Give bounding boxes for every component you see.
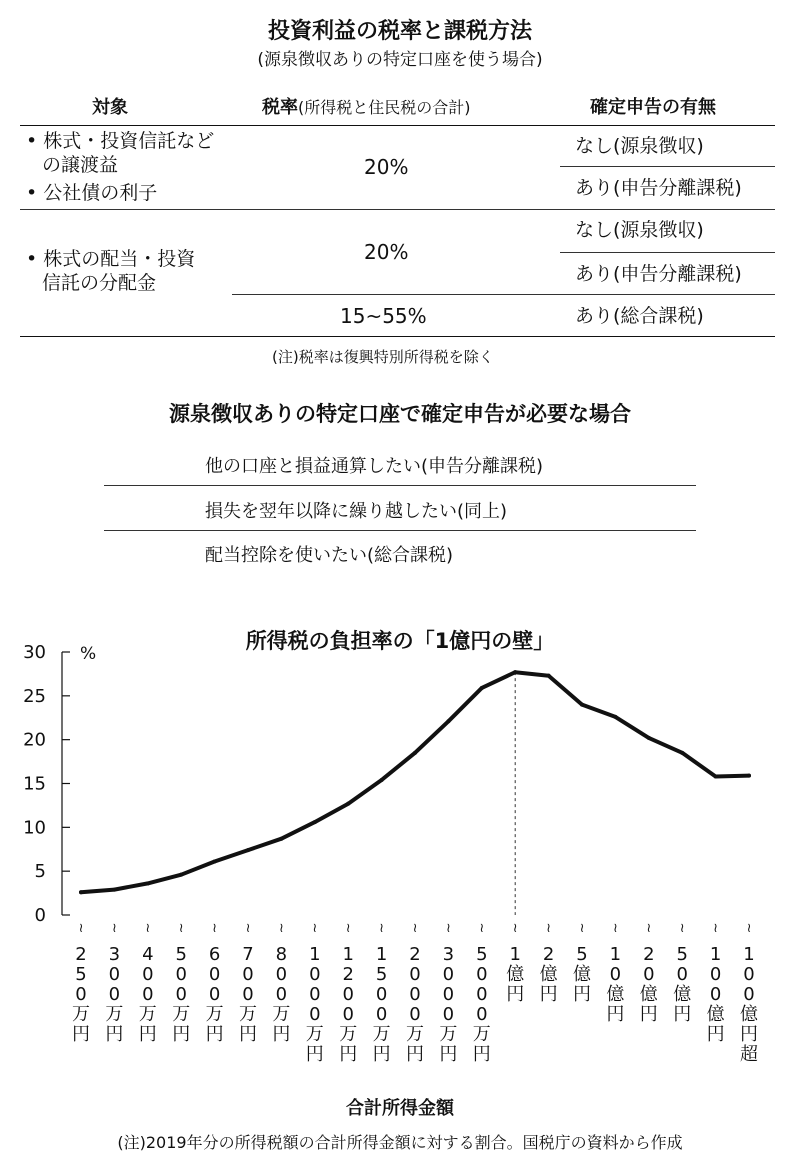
data-point [380, 778, 384, 782]
data-point [547, 674, 551, 678]
condition-item-2: 損失を翌年以降に繰り越したい(同上) [205, 501, 508, 522]
y-tick-label: 0 [34, 905, 46, 926]
data-point [346, 802, 350, 806]
g1-item2: • 公社債の利子 [26, 182, 158, 204]
y-tick-label: 30 [23, 642, 46, 663]
x-tick-label: ≀ 2 0 億円 [639, 921, 658, 1025]
x-tick-label: ≀ 5 億円 [573, 921, 591, 1005]
condition-divider-1 [104, 485, 696, 486]
data-point [714, 774, 718, 778]
g2-item1-cont: 信託の分配金 [42, 272, 157, 294]
data-point [213, 860, 217, 864]
x-axis-label: 合計所得金額 [346, 1098, 454, 1119]
condition-item-1: 他の口座と損益通算したい(申告分離課税) [205, 456, 544, 477]
x-tick-label: ≀ 1 0 億円 [606, 921, 625, 1025]
x-tick-label: ≀ 3 0 0 万円 [105, 921, 124, 1045]
g1-filing-divider [560, 166, 775, 167]
data-point [179, 873, 183, 877]
chart-title: 所得税の負担率の「1億円の壁」 [245, 629, 555, 653]
data-point [146, 881, 150, 885]
data-point [513, 670, 517, 674]
data-point [112, 888, 116, 892]
condition-divider-2 [104, 530, 696, 531]
table-bottom-rule [20, 336, 775, 337]
g2-rate-divider [232, 294, 775, 295]
chart-footnote: (注)2019年分の所得税額の合計所得金額に対する割合。国税庁の資料から作成 [117, 1133, 683, 1152]
x-tick-label: ≀ 5 0 0 万円 [172, 921, 191, 1045]
g1-filing1: なし(源泉徴収) [575, 135, 704, 157]
y-tick-label: 20 [23, 729, 46, 751]
data-point [647, 736, 651, 740]
header-rate [262, 93, 471, 119]
data-point [413, 751, 417, 755]
data-point [79, 890, 83, 894]
x-tick-label: ≀ 2 0 0 0 万円 [406, 921, 424, 1065]
series-line [81, 672, 749, 892]
y-unit-label: % [80, 644, 97, 664]
y-tick-label: 5 [34, 861, 46, 883]
header-rate-bold: 税率 [262, 97, 298, 118]
x-tick-label: ≀ 1 0 0 億円 [706, 921, 725, 1045]
g1-item1-cont: の譲渡益 [42, 154, 119, 176]
data-point [747, 774, 751, 778]
y-tick-label: 10 [23, 817, 46, 839]
data-point [246, 848, 250, 852]
group-divider [20, 209, 775, 210]
header-filing: 確定申告の有無 [590, 97, 716, 118]
g2-rate2: 15~55% [340, 304, 427, 328]
x-tick-label: ≀ 8 0 0 万円 [272, 921, 291, 1045]
data-point [613, 715, 617, 719]
data-point [313, 820, 317, 824]
conditions-title: 源泉徴収ありの特定口座で確定申告が必要な場合 [169, 402, 631, 426]
data-point [680, 751, 684, 755]
x-tick-label: ≀ 2 5 0 万円 [72, 921, 90, 1045]
data-point [580, 703, 584, 707]
data-point [480, 686, 484, 690]
x-tick-label: ≀ 6 0 0 万円 [205, 921, 224, 1045]
header-target: 対象 [92, 97, 128, 118]
x-tick-label: ≀ 1 0 0 億円超 [740, 921, 758, 1065]
x-tick-label: ≀ 3 0 0 0 万円 [439, 921, 458, 1065]
g2-item1: • 株式の配当・投資 [26, 248, 196, 270]
data-point [279, 837, 283, 841]
header-rate-note: (所得税と住民税の合計) [298, 98, 471, 117]
x-tick-label: ≀ 5 0 億円 [673, 921, 692, 1025]
x-tick-label: ≀ 1 5 0 0 万円 [372, 921, 391, 1065]
table-note: (注)税率は復興特別所得税を除く [272, 348, 494, 366]
line-chart [0, 640, 800, 1090]
g2-rate1: 20% [364, 240, 409, 264]
x-tick-label: ≀ 1 億円 [506, 921, 525, 1005]
g1-filing2: あり(申告分離課税) [575, 177, 742, 199]
table-header-rule [20, 125, 775, 126]
g2-filing1: なし(源泉徴収) [575, 219, 704, 241]
x-tick-label: ≀ 5 0 0 0 万円 [472, 921, 491, 1065]
g2-filing2: あり(申告分離課税) [575, 263, 742, 285]
condition-item-3: 配当控除を使いたい(総合課税) [205, 545, 454, 566]
g2-filing3: あり(総合課税) [575, 305, 704, 327]
data-point [446, 719, 450, 723]
y-tick-label: 25 [23, 685, 46, 707]
x-tick-label: ≀ 2 億円 [539, 921, 558, 1005]
table-title: 投資利益の税率と課税方法 [267, 19, 532, 44]
y-tick-label: 15 [23, 773, 46, 795]
x-tick-label: ≀ 1 2 0 0 万円 [339, 921, 358, 1065]
table-subtitle: (源泉徴収ありの特定口座を使う場合) [257, 50, 543, 70]
x-tick-label: ≀ 7 0 0 万円 [239, 921, 257, 1045]
g1-item1: • 株式・投資信託など [26, 130, 215, 152]
x-tick-label: ≀ 1 0 0 0 万円 [305, 921, 324, 1065]
g1-rate: 20% [364, 155, 409, 179]
g2-filing-divider1 [560, 252, 775, 253]
x-tick-label: ≀ 4 0 0 万円 [138, 921, 157, 1045]
